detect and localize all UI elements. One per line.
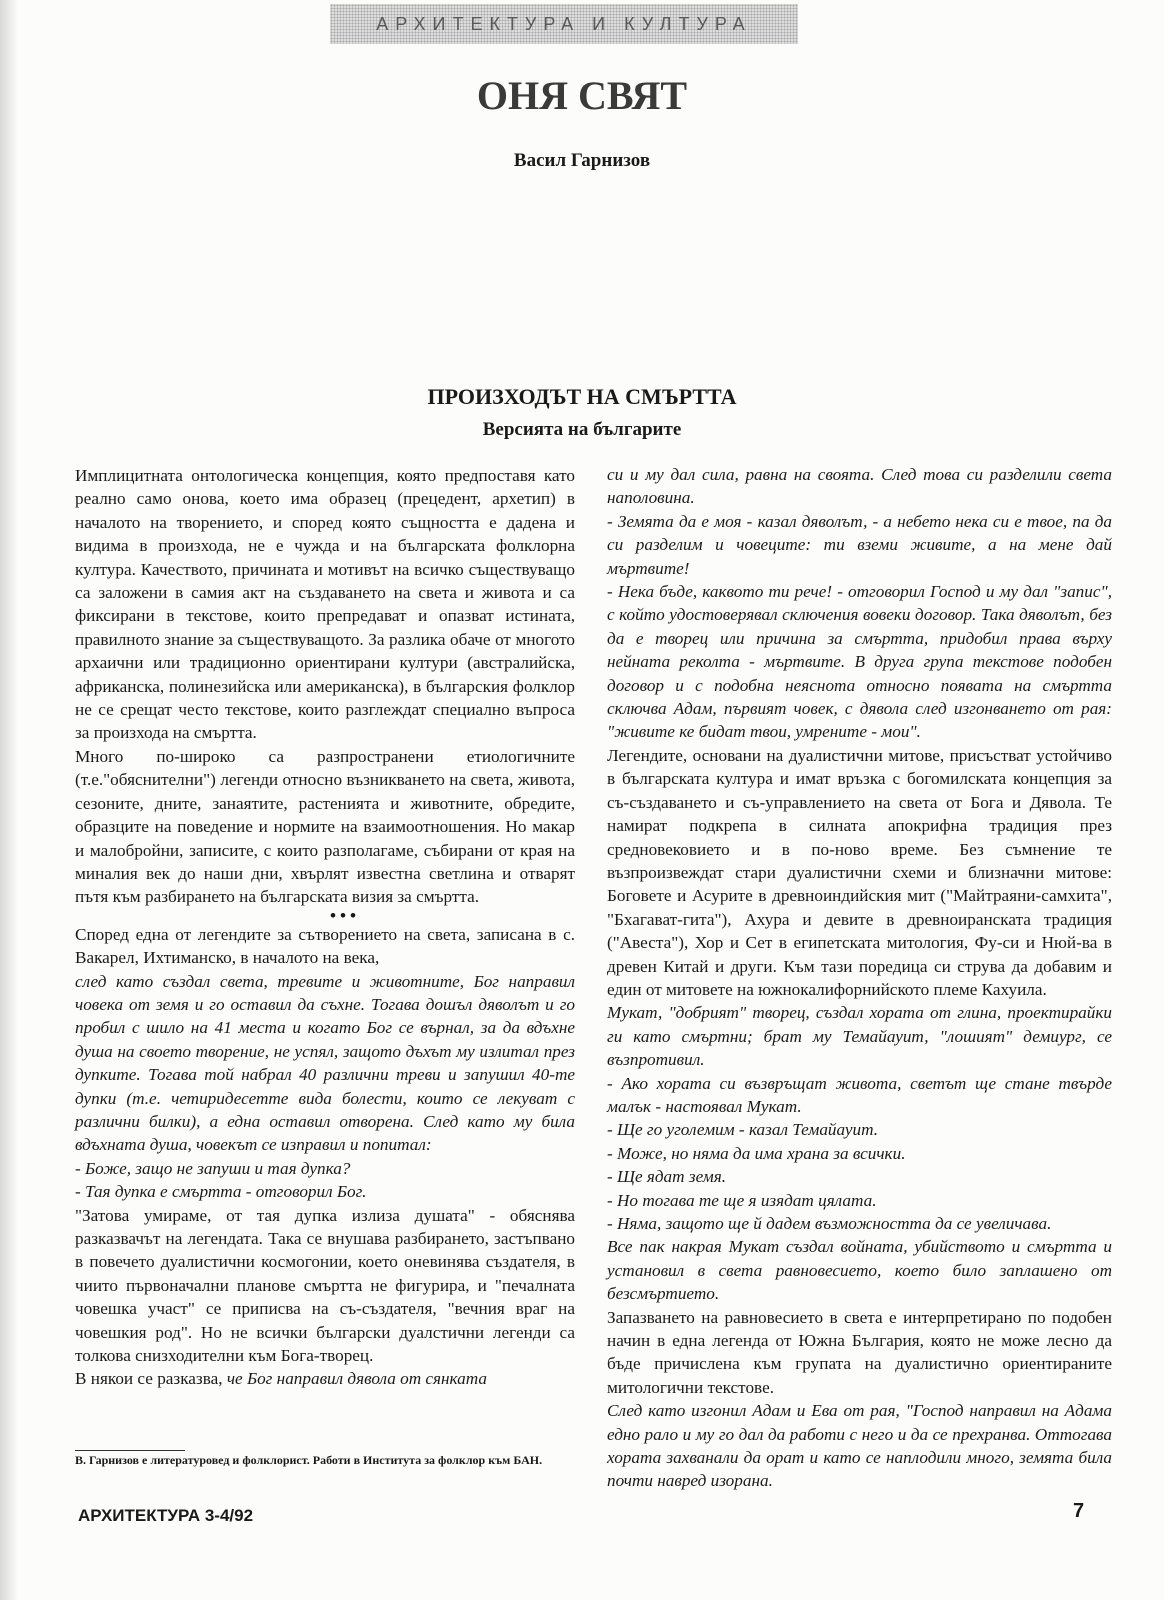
footnote-rule [75, 1450, 185, 1451]
legend-quote: Все пак накрая Мукат създал войната, убийството и смъртта и установил в света равновесието, което било заплашено от безсмъртието. [607, 1237, 1112, 1304]
page-number: 7 [1073, 1500, 1085, 1522]
dialogue-line: - Ако хората си възвръщат живота, светът ще стане твърде малък - настоявал Мукат. [607, 1073, 1112, 1116]
paragraph: "Затова умираме, от тая дупка излиза душата" - обяснява разказвачът на легендата. Така се внушава разбирането, застъпвано в повечето дуалистични космогонии, което оневинява създателя, в чиито първоначални планове смъртта не фигурира, и "печалната човешка участ" се приписва на съ-създателя, "вечния враг на човешкия род". Но не всички български дуалстични легенди са толкова снизходителни към Бога-творец. [75, 1205, 575, 1366]
section-banner: АРХИТЕКТУРА И КУЛТУРА [330, 4, 798, 44]
paragraph-lead: В някои се разказва, [75, 1369, 227, 1389]
article-subtitle: Версията на българите [482, 419, 682, 440]
paragraph: Много по-широко са разпространени етиологичните (т.е."обяснителни") легенди относно възникването на света, живота, сезоните, дните, занаятите, растенията и животните, обредите, образците на поведение и нормите на взаимоотношения. Но макар и малобройни, записите, с които разполагаме, събирани от края на миналия век до наши дни, хвърлят известна светлина и отварят пътя към разбирането на българската визия за смъртта. [75, 746, 575, 907]
article-title: ПРОИЗХОДЪТ НА СМЪРТТА [427, 384, 737, 409]
right-column [607, 463, 1112, 1493]
legend-quote: След като изгонил Адам и Ева от рая, "Господ направил на Адама едно рало и му го дал да работи с него и да се прехранва. Оттогава хората захванали да орат и като се наплодили много, земята била почти навред изорана. [607, 1401, 1112, 1491]
dialogue-line: - Земята да е моя - казал дяволът, - а небето нека си е твое, па да си разделим и човеците: ти вземи живите, а на мене дай мъртвите! [607, 511, 1112, 578]
dialogue-line: - Няма, защото ще й дадем възможността да се увеличава. [607, 1214, 1052, 1233]
section-divider: ••• [329, 905, 361, 925]
dialogue-line: - Може, но няма да има храна за всички. [607, 1143, 906, 1163]
paragraph [75, 1367, 575, 1390]
dialogue-line: - Нека бъде, каквото ти рече! - отговорил Господ и му дал "запис", с който удостоверявал сключения вовеки договор. Така дяволът, без да е творец или причина за смъртта, придобил права върху нейната реколта - мъртвите. В друга група текстове подобен договор и с подобна неяснота относно появата на смъртта сключва Адам, първият човек, с дявола след изгонването от рая: "живите ке бидат твои, умрените - мои". [607, 582, 1112, 742]
page-edge-shadow [0, 0, 18, 1600]
legend-quote: си и му дал сила, равна на своята. След това си разделили света наполовина. [607, 465, 1112, 508]
author-footnote: В. Гарнизов е литературовед и фолклорист. Работи в Института за фолклор към БАН. [75, 1453, 543, 1467]
author-name: Васил Гарнизов [513, 150, 651, 171]
page-title: ОНЯ СВЯТ [476, 73, 688, 118]
journal-issue: АРХИТЕКТУРА 3-4/92 [78, 1506, 254, 1525]
legend-quote-start: че Бог направил дявола от сянката [226, 1369, 487, 1389]
dialogue-line: - Но тогава те ще я изядат цялата. [607, 1190, 877, 1210]
legend-quote: Мукат, "добрият" творец, създал хората от глина, проектирайки ги като смъртни; брат му Темайауит, "лошият" демиург, се възпротивил. [607, 1003, 1112, 1070]
dialogue-line: - Ще го уголемим - казал Темайауит. [607, 1120, 879, 1140]
paragraph: Запазването на равновесието в света е интерпретирано по подобен начин в една легенда от Южна България, която не може лесно да бъде причислена към групата на дуалистично ориентираните митологични текстове. [607, 1307, 1112, 1397]
dialogue-line: - Ще ядат земя. [607, 1167, 727, 1187]
dialogue-line: - Тая дупка е смъртта - отговорил Бог. [75, 1182, 367, 1202]
paragraph: Според една от легендите за сътворението на света, записана в с. Вакарел, Ихтиманско, в началото на века, [75, 924, 575, 968]
left-column [75, 464, 575, 1391]
dialogue-line: - Боже, защо не запуши и тая дупка? [75, 1158, 351, 1178]
legend-quote: след като създал света, тревите и животните, Бог направил човека от земя и го оставил да съхне. Тогава дошъл дяволът и го пробил с шило на 41 места и когато Бог се върнал, за да вдъхне душа на своето творение, не успял, защото дъхът му излитал през дупките. Тогава той набрал 40 различни треви и запушил 40-те дупки (т.е. четиридесетте вида болести, които се лекуват с различни билки), а една оставил отворена. След като му била вдъхната душа, човекът се изправил и попитал: [75, 971, 575, 1155]
paragraph: Легендите, основани на дуалистични митове, присъстват устойчиво в българската култура и имат връзка с богомилската концепция за съ-създаването и съ-управлението на света от Бога и Дявола. Те намират подкрепа в силната апокрифна традиция през средновековието и в по-ново време. Без съмнение те възпроизвеждат стари дуалистични схеми и близначни митове: Боговете и Асурите в древноиндийския мит ("Майтраяни-самхита", "Бхагават-гита"), Ахура и девите в древноиранската традиция ("Авеста"), Хор и Сет в египетската митология, Фу-си и Нюй-ва в древен Китай и други. Към тази поредица си струва да добавим и един от митовете на южнокалифорнийското племе Кахуила. [607, 745, 1112, 999]
paragraph: Имплицитната онтологическа концепция, която предпоставя като реално само онова, което има образец (прецедент, архетип) в началото на творението, и според която същността е дадена и видима в произхода, не е чужда и на българската фолклорна култура. Качеството, причината и мотивът на всичко съществуващо са заложени в самия акт на създаването на света и живота и са фиксирани в текстове, които препредават и опазват истината, правилното знание за съществуващото. За разлика обаче от многото архаични или традиционно ориентирани култури (австралийска, африканска, полинезийска или американска), в българския фолклор не се срещат често текстове, които разглеждат специално въпроса за произхода на смъртта. [75, 466, 575, 743]
